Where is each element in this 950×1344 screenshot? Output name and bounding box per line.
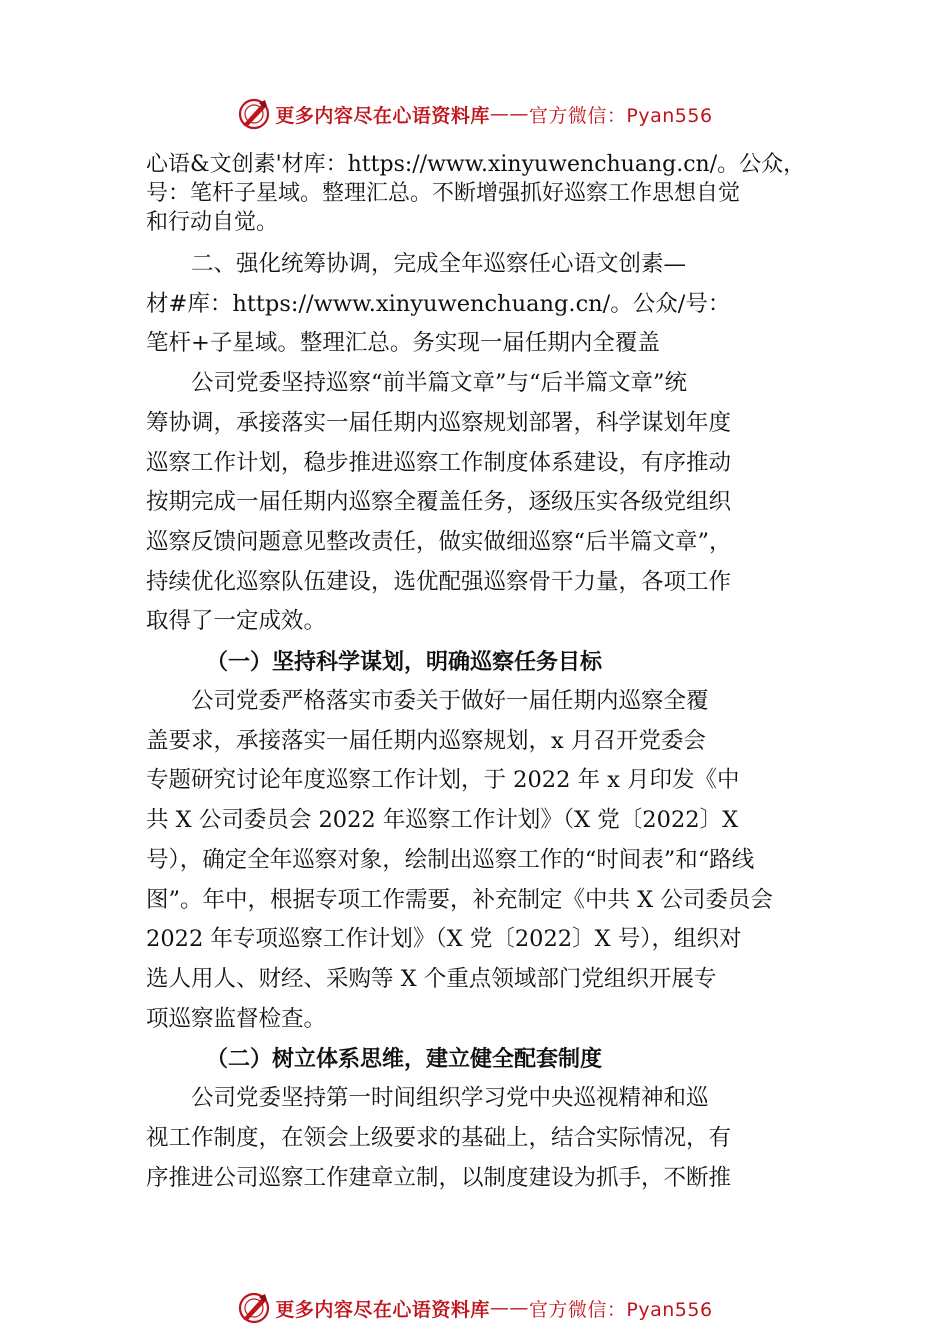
document-body <box>146 150 836 1198</box>
text-line: 专题研究讨论年度巡察工作计划，于 2022 年 x 月印发《中 <box>146 767 740 794</box>
banner-dash: —— <box>489 1297 529 1319</box>
text-line: 二、强化统筹协调，完成全年巡察任心语文创素— <box>146 251 687 277</box>
pen-logo-icon <box>237 97 271 131</box>
subheading-2: （二）树立体系思维，建立健全配套制度 <box>206 1046 603 1073</box>
paragraph-3 <box>146 1079 836 1198</box>
text-line: 公司党委坚持第一时间组织学习党中央巡视精神和巡 <box>146 1085 709 1112</box>
text-line: 序推进公司巡察工作建章立制，以制度建设为抓手，不断推 <box>146 1164 732 1191</box>
text-line: 巡察工作计划，稳步推进巡察工作制度体系建设，有序推动 <box>146 449 732 476</box>
text-line: 号：笔杆子星域。整理汇总。不断增强抓好巡察工作思想自觉 <box>146 181 741 206</box>
paragraph-1 <box>146 364 836 642</box>
text-line: 心语&文创素'材库：https://www.xinyuwenchuang.cn/。公众， <box>146 152 806 177</box>
footer-banner <box>0 1286 950 1330</box>
banner-dash: —— <box>489 103 529 125</box>
text-line: 图”。年中，根据专项工作需要，补充制定《中共 X 公司委员会 <box>146 886 773 913</box>
text-line: 2022 年专项巡察工作计划》（X 党〔2022〕X 号），组织对 <box>146 926 742 953</box>
section-two-title <box>146 245 836 364</box>
text-line: 号），确定全年巡察对象，绘制出巡察工作的“时间表”和“路线 <box>146 846 755 873</box>
banner-wechat-text: 官方微信：Pyan556 <box>528 1298 713 1321</box>
text-line: 笔杆+子星域。整理汇总。务实现一届任期内全覆盖 <box>146 330 660 357</box>
text-line: 巡察反馈问题意见整改责任，做实做细巡察“后半篇文章”， <box>146 528 732 555</box>
text-line: 取得了一定成效。 <box>146 608 327 635</box>
text-line: 公司党委严格落实市委关于做好一届任期内巡察全覆 <box>146 688 709 715</box>
text-line: 材#库：https://www.xinyuwenchuang.cn/。公众/号： <box>146 290 731 317</box>
text-line: 持续优化巡察队伍建设，选优配强巡察骨干力量，各项工作 <box>146 568 732 595</box>
header-banner <box>0 92 950 136</box>
banner-brand-text: 更多内容尽在心语资料库 <box>275 104 490 127</box>
subheading-1: （一）坚持科学谋划，明确巡察任务目标 <box>206 649 603 676</box>
banner-wechat-text: 官方微信：Pyan556 <box>528 104 713 127</box>
text-line: 选人用人、财经、采购等 X 个重点领域部门党组织开展专 <box>146 965 717 992</box>
intro-paragraph <box>146 150 836 237</box>
text-line: 按期完成一届任期内巡察全覆盖任务，逐级压实各级党组织 <box>146 489 732 516</box>
pen-logo-icon <box>237 1291 271 1325</box>
text-line: 共 X 公司委员会 2022 年巡察工作计划》（X 党〔2022〕X <box>146 807 739 834</box>
text-line: 盖要求，承接落实一届任期内巡察规划，x 月召开党委会 <box>146 727 706 754</box>
text-line: 筹协调，承接落实一届任期内巡察规划部署，科学谋划年度 <box>146 409 732 436</box>
paragraph-2 <box>146 682 836 1039</box>
text-line: 和行动自觉。 <box>146 210 279 235</box>
text-line: 项巡察监督检查。 <box>146 1005 327 1032</box>
text-line: 视工作制度，在领会上级要求的基础上，结合实际情况，有 <box>146 1125 732 1152</box>
banner-brand-text: 更多内容尽在心语资料库 <box>275 1298 490 1321</box>
text-line: 公司党委坚持巡察“前半篇文章”与“后半篇文章”统 <box>146 370 688 397</box>
